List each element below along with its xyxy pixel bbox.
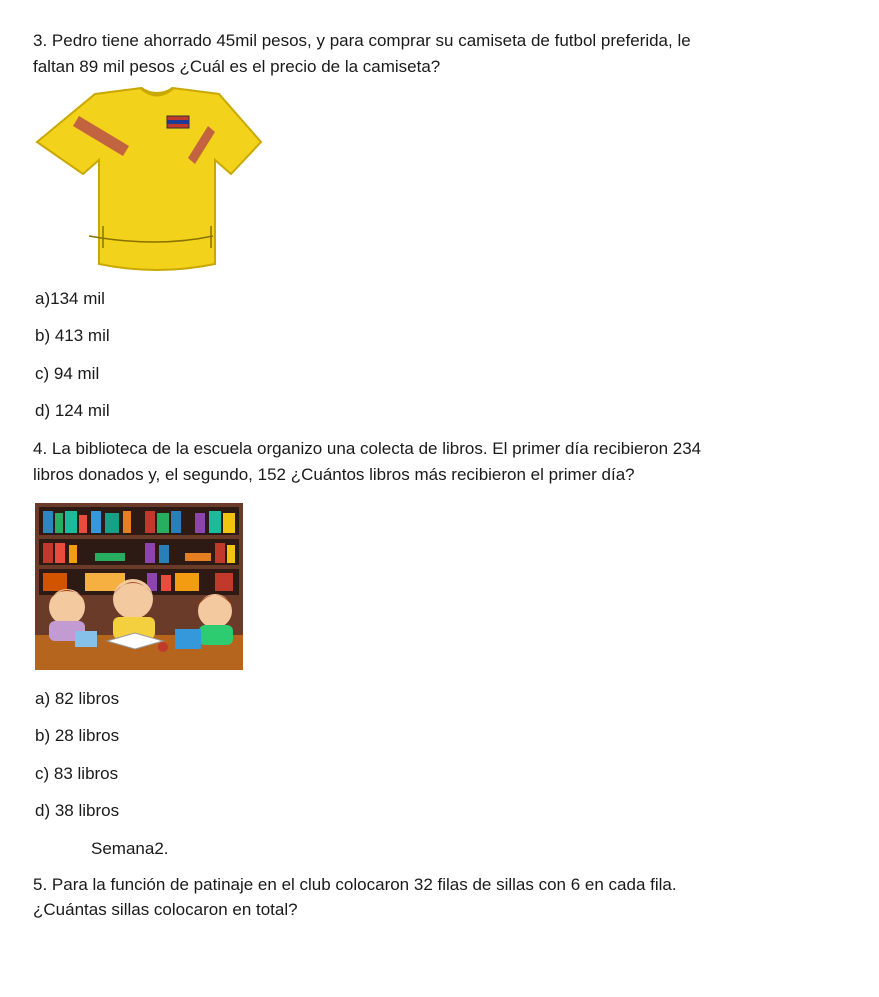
soccer-jersey-image <box>33 86 278 278</box>
q3-option-c: c) 94 mil <box>35 364 100 383</box>
section-label: Semana2. <box>91 839 169 858</box>
library-children-image <box>35 503 243 670</box>
q3-option-d: d) 124 mil <box>35 401 110 420</box>
q4-text-line2: libros donados y, el segundo, 152 ¿Cuántos libros más recibieron el primer día? <box>33 465 635 484</box>
q3-text-line2: faltan 89 mil pesos ¿Cuál es el precio de la camiseta? <box>33 57 441 76</box>
q4-text-line1: 4. La biblioteca de la escuela organizo una colecta de libros. El primer día recibieron 234 <box>33 439 702 458</box>
q4-option-a: a) 82 libros <box>35 689 120 708</box>
q3-option-a: a)134 mil <box>35 289 105 308</box>
q5-text-line2: ¿Cuántas sillas colocaron en total? <box>33 900 298 919</box>
q3-text-line1: 3. Pedro tiene ahorrado 45mil pesos, y para comprar su camiseta de futbol preferida, le <box>33 31 691 50</box>
q4-option-b: b) 28 libros <box>35 726 120 745</box>
q5-text-line1: 5. Para la función de patinaje en el club colocaron 32 filas de sillas con 6 en cada fila. <box>33 875 677 894</box>
q4-option-d: d) 38 libros <box>35 801 120 820</box>
q4-option-c: c) 83 libros <box>35 764 119 783</box>
q3-option-b: b) 413 mil <box>35 326 110 345</box>
